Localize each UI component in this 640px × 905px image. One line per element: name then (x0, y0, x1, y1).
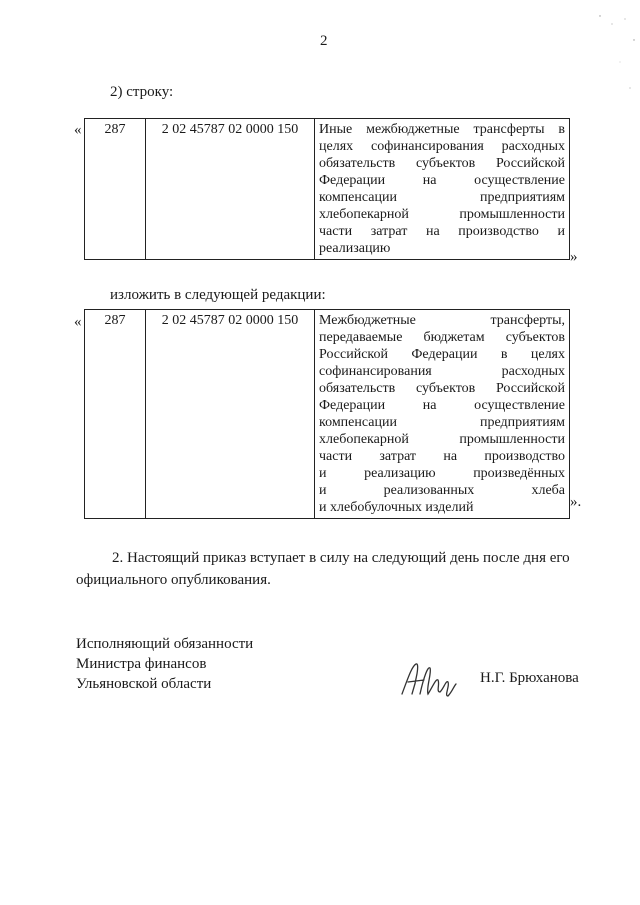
original-row-description (315, 119, 570, 260)
desc-line: передаваемые бюджетам субъектов (319, 330, 565, 345)
signatory-title (76, 634, 253, 694)
desc-line: реализацию (319, 241, 391, 256)
desc-line: и реализованных хлеба (319, 483, 565, 498)
signatory-title-line: Исполняющий обязанности (76, 636, 254, 652)
desc-line: компенсации предприятиям (319, 415, 565, 430)
scan-noise (590, 10, 640, 130)
desc-line: Межбюджетные трансферты, (319, 313, 565, 328)
handwritten-signature (398, 658, 458, 702)
desc-line: Федерации на осуществление (319, 398, 565, 413)
effective-date-paragraph: 2. Настоящий приказ вступает в силу на следующий день после дня его официального опубликования. (76, 550, 570, 588)
original-row-number: 287 (85, 119, 146, 260)
intro-text: 2) строку: (110, 84, 174, 100)
original-row-table (84, 118, 570, 260)
desc-line: обязательств субъектов Российской (319, 156, 565, 171)
new-row-description (315, 310, 570, 519)
replace-text: изложить в следующей редакции: (110, 287, 326, 303)
quote-open-2: « (74, 314, 82, 330)
signatory-name: Н.Г. Брюханова (480, 670, 579, 686)
desc-line: части затрат на производство и (319, 224, 565, 239)
new-row-table (84, 309, 570, 519)
desc-line: и реализацию произведённых (319, 466, 565, 481)
desc-line: Иные межбюджетные трансферты в (319, 122, 565, 137)
signatory-title-line: Министра финансов (76, 656, 207, 672)
desc-line: хлебопекарной промышленности (319, 432, 565, 447)
quote-close-1: » (570, 249, 578, 265)
quote-close-2: ». (570, 494, 582, 510)
desc-line: и хлебобулочных изделий (319, 500, 474, 515)
desc-line: целях софинансирования расходных (319, 139, 565, 154)
new-row-number: 287 (85, 310, 146, 519)
desc-line: компенсации предприятиям (319, 190, 565, 205)
desc-line: обязательств субъектов Российской (319, 381, 565, 396)
desc-line: хлебопекарной промышленности (319, 207, 565, 222)
signatory-title-line: Ульяновской области (76, 676, 212, 692)
desc-line: Российской Федерации в целях (319, 347, 565, 362)
desc-line: части затрат на производство (319, 449, 565, 464)
desc-line: Федерации на осуществление (319, 173, 565, 188)
page-number: 2 (320, 33, 328, 49)
original-row-code: 2 02 45787 02 0000 150 (146, 119, 315, 260)
new-row-code: 2 02 45787 02 0000 150 (146, 310, 315, 519)
quote-open-1: « (74, 122, 82, 138)
desc-line: софинансирования расходных (319, 364, 565, 379)
